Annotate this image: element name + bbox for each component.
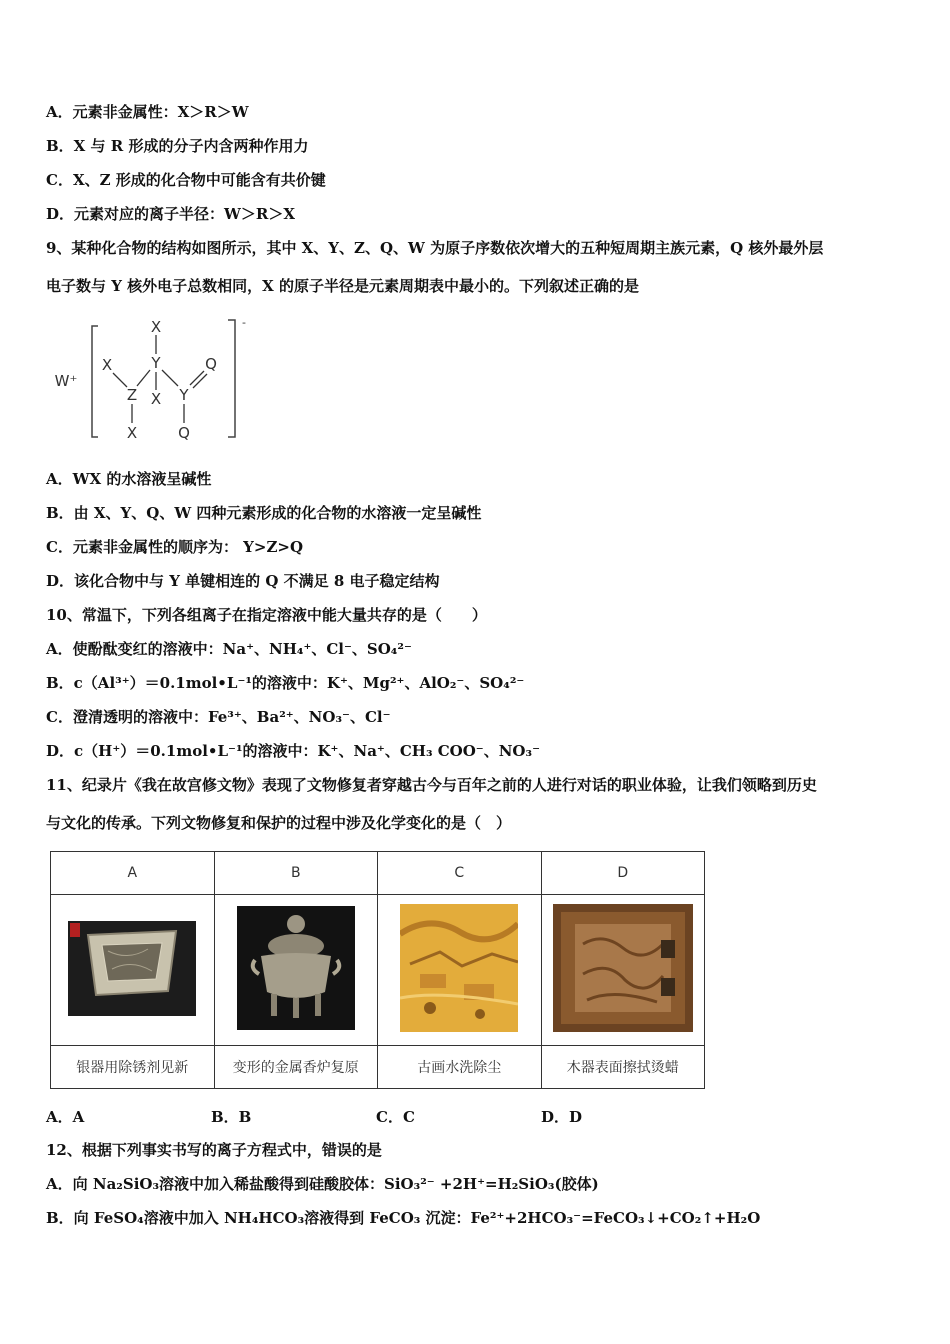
incense-burner-photo <box>237 906 355 1030</box>
q10-option-b: B．c（Al³⁺）＝0.1mol•L⁻¹的溶液中：K⁺、Mg²⁺、AlO₂⁻、SO₄²⁻ <box>46 674 525 692</box>
q9-stem-line1: 9、某种化合物的结构如图所示，其中 X、Y、Z、Q、W 为原子序数依次增大的五种短周期主族元素，Q 核外最外层 <box>46 239 824 257</box>
q9-option-a: A．WX 的水溶液呈碱性 <box>46 470 212 488</box>
photo-cell-d <box>541 895 705 1046</box>
q12-option-a: A．向 Na₂SiO₃溶液中加入稀盐酸得到硅酸胶体：SiO₃²⁻ +2H⁺=H₂SiO₃(胶体) <box>46 1175 599 1193</box>
table-caption-a: 银器用除锈剂见新 <box>51 1046 215 1089</box>
q11-option-d: D．D <box>541 1108 583 1126</box>
q9-option-d: D．该化合物中与 Y 单键相连的 Q 不满足 8 电子稳定结构 <box>46 572 440 590</box>
q11-stem-line1: 11、纪录片《我在故宫修文物》表现了文物修复者穿越古今与百年之前的人进行对话的职业体验，让我们领略到历史 <box>46 776 817 794</box>
table-header-c: C <box>378 852 542 895</box>
q8-option-a: A．元素非金属性：X＞R＞W <box>46 103 249 121</box>
charge-label: - <box>242 316 246 329</box>
q9-option-b: B．由 X、Y、Q、W 四种元素形成的化合物的水溶液一定呈碱性 <box>46 504 482 522</box>
atom-z: Z <box>126 386 138 404</box>
q12-stem: 12、根据下列事实书写的离子方程式中，错误的是 <box>46 1141 382 1159</box>
photo-cell-c <box>378 895 542 1046</box>
table-caption-b: 变形的金属香炉复原 <box>214 1046 378 1089</box>
q10-stem: 10、常温下，下列各组离子在指定溶液中能大量共存的是（ ） <box>46 606 487 624</box>
atom-x-top: X <box>150 318 162 336</box>
atom-y-center: Y <box>151 354 161 372</box>
artifact-table <box>50 851 705 1089</box>
cation-label: W⁺ <box>54 372 78 390</box>
wooden-panel-photo <box>553 904 693 1032</box>
q8-option-c: C．X、Z 形成的化合物中可能含有共价键 <box>46 171 326 189</box>
table-header-b: B <box>214 852 378 895</box>
q9-structure-figure <box>50 312 260 447</box>
photo-cell-a <box>51 895 215 1046</box>
silver-box-photo <box>68 921 196 1016</box>
q11-option-b: B．B <box>211 1108 252 1126</box>
photo-cell-b <box>214 895 378 1046</box>
q12-option-b: B．向 FeSO₄溶液中加入 NH₄HCO₃溶液得到 FeCO₃ 沉淀：Fe²⁺+2HCO₃⁻=FeCO₃↓+CO₂↑+H₂O <box>46 1209 761 1227</box>
atom-x-left: X <box>101 356 113 374</box>
q8-option-d: D．元素对应的离子半径：W＞R＞X <box>46 205 295 223</box>
table-header-d: D <box>541 852 705 895</box>
q10-option-d: D．c（H⁺）＝0.1mol•L⁻¹的溶液中：K⁺、Na⁺、CH₃ COO⁻、NO₃⁻ <box>46 742 540 760</box>
atom-q-top: Q <box>205 355 217 373</box>
ancient-painting-photo <box>400 904 518 1032</box>
table-caption-d: 木器表面擦拭烫蜡 <box>541 1046 705 1089</box>
q9-stem-line2: 电子数与 Y 核外电子总数相同，X 的原子半径是元素周期表中最小的。下列叙述正确的是 <box>46 277 640 295</box>
atom-y-right: Y <box>179 386 189 404</box>
q10-option-a: A．使酚酞变红的溶液中：Na⁺、NH₄⁺、Cl⁻、SO₄²⁻ <box>46 640 412 658</box>
table-caption-c: 古画水洗除尘 <box>378 1046 542 1089</box>
q10-option-c: C．澄清透明的溶液中：Fe³⁺、Ba²⁺、NO₃⁻、Cl⁻ <box>46 708 391 726</box>
table-header-a: A <box>51 852 215 895</box>
q11-option-c: C．C <box>376 1108 415 1126</box>
atom-x-below: X <box>150 390 162 408</box>
q9-option-c: C．元素非金属性的顺序为： Y>Z>Q <box>46 538 304 556</box>
atom-q-bottom: Q <box>178 424 190 442</box>
q11-option-a: A．A <box>46 1108 85 1126</box>
q8-option-b: B．X 与 R 形成的分子内含两种作用力 <box>46 137 309 155</box>
q11-stem-line2: 与文化的传承。下列文物修复和保护的过程中涉及化学变化的是（ ） <box>46 814 512 832</box>
atom-x-bottom: X <box>126 424 138 442</box>
